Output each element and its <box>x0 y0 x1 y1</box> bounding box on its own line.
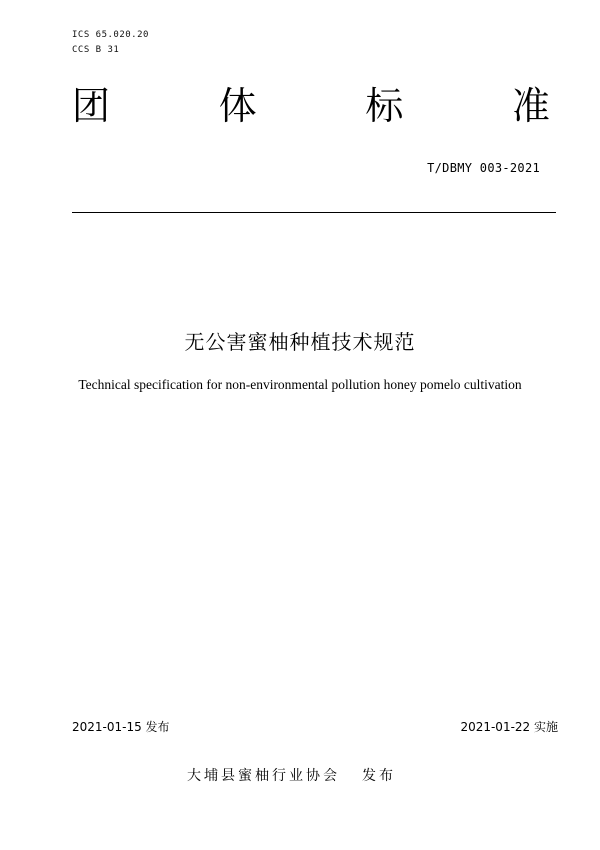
standard-type-char: 准 <box>511 84 550 128</box>
publisher-organization: 大埔县蜜柚行业协会 <box>187 768 340 784</box>
standard-type-char: 团 <box>72 84 111 128</box>
publisher-line <box>187 765 396 785</box>
ccs-code: CCS B 31 <box>72 45 120 55</box>
english-title: Technical specification for non-environmental pollution honey pomelo cultivation <box>78 377 522 392</box>
standard-type-heading <box>72 80 550 132</box>
standard-type-char: 标 <box>365 84 404 128</box>
publish-date: 2021-01-15 发布 <box>72 720 170 734</box>
header-divider <box>72 212 556 213</box>
standard-type-char: 体 <box>218 84 257 128</box>
publisher-action: 发布 <box>362 768 396 784</box>
standard-number: T/DBMY 003-2021 <box>427 161 540 175</box>
classification-codes <box>72 28 149 58</box>
ics-code: ICS 65.020.20 <box>72 30 149 40</box>
chinese-title: 无公害蜜柚种植技术规范 <box>184 330 416 354</box>
implement-date: 2021-01-22 实施 <box>460 720 558 734</box>
